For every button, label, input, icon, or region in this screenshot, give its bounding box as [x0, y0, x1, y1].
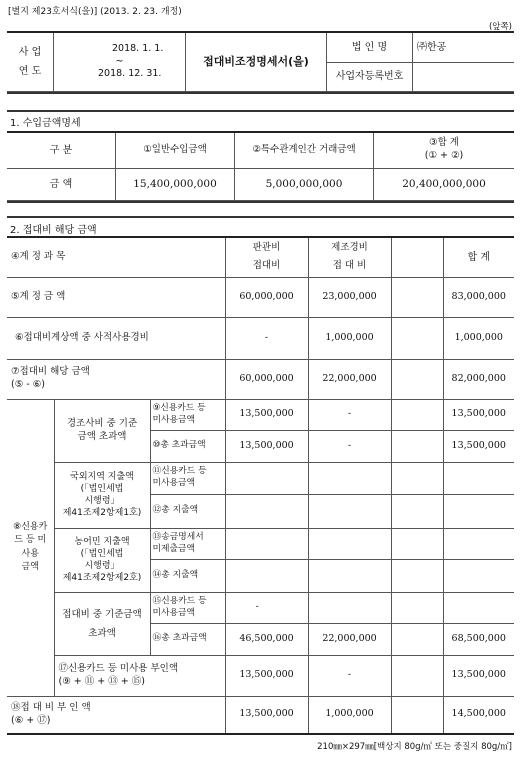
groupA-label: 경조사비 중 기준 금액 초과액	[54, 399, 150, 462]
row6-mfg: 1,000,000	[308, 317, 391, 359]
row18-blank	[391, 696, 443, 734]
row17-mfg: -	[308, 655, 391, 696]
row17-total: 13,500,000	[443, 655, 514, 696]
revenue-category-header: 구 분	[7, 132, 116, 168]
row5-total: 83,000,000	[443, 277, 514, 317]
row17-blank	[391, 655, 443, 696]
section1-heading: 1. 수입금액명세	[10, 118, 81, 129]
row17-admin: 13,500,000	[225, 655, 308, 696]
row18-total: 14,500,000	[443, 696, 514, 734]
row10-mfg: -	[308, 430, 391, 462]
row15-total	[443, 592, 514, 623]
form-side: (앞쪽)	[488, 22, 512, 32]
row13-total	[443, 528, 514, 559]
general-revenue-value: 15,400,000,000	[116, 168, 235, 201]
biz-reg-value	[413, 62, 515, 92]
row5-admin: 60,000,000	[225, 277, 308, 317]
row11-total	[443, 462, 514, 494]
period-start: 2018. 1. 1.	[112, 42, 164, 54]
row11-label: ⑪신용카드 등 미사용금액	[150, 462, 225, 494]
period-tilde: ~	[115, 55, 124, 67]
entertainment-table	[7, 236, 514, 735]
row10-label: ⑩총 초과금액	[150, 430, 225, 462]
row15-blank	[391, 592, 443, 623]
row6-label: ⑥접대비계상액 중 사적사용경비	[7, 317, 225, 359]
row12-blank	[391, 494, 443, 528]
row11-blank	[391, 462, 443, 494]
row9-label: ⑨신용카드 등 미사용금액	[150, 399, 225, 430]
row15-admin: -	[225, 592, 308, 623]
row11-admin	[225, 462, 308, 494]
header-table	[7, 31, 514, 92]
groupB-label: 국외지역 지출액 (「법인세법 시행령」 제41조제2항제1호)	[54, 462, 150, 528]
blank-header	[391, 237, 443, 277]
row5-label: ⑤계 정 금 액	[7, 277, 225, 317]
row7-blank	[391, 359, 443, 399]
section2-rule	[7, 216, 514, 218]
row5-mfg: 23,000,000	[308, 277, 391, 317]
related-revenue-value: 5,000,000,000	[235, 168, 374, 201]
groupD-label: 접대비 중 기준금액 초과액	[54, 592, 150, 655]
row15-mfg	[308, 592, 391, 623]
row16-admin: 46,500,000	[225, 623, 308, 655]
admin-header: 판관비 접대비	[225, 237, 308, 277]
revenue-amount-label: 금 액	[7, 168, 116, 201]
row10-admin: 13,500,000	[225, 430, 308, 462]
section1-rule	[7, 110, 514, 112]
row16-blank	[391, 623, 443, 655]
row13-mfg	[308, 528, 391, 559]
row14-mfg	[308, 559, 391, 592]
revenue-total-header: ③합 계 (① + ②)	[374, 132, 515, 168]
general-revenue-header: ①일반수입금액	[116, 132, 235, 168]
form-tag: [별지 제23호서식(을)] (2013. 2. 23. 개정)	[8, 7, 182, 17]
account-subject-header: ④계 정 과 목	[7, 237, 225, 277]
corp-name-label: 법 인 명	[327, 32, 413, 62]
biz-reg-label: 사업자등록번호	[327, 62, 413, 92]
related-revenue-header: ②특수관계인간 거래금액	[235, 132, 374, 168]
paper-spec-footer: 210㎜×297㎜[백상지 80g/㎡ 또는 중질지 80g/㎡]	[317, 742, 512, 752]
groupC-label: 농어민 지출액 (「법인세법 시행령」 제41조제2항제2호)	[54, 528, 150, 592]
section2-heading: 2. 접대비 해당 금액	[10, 225, 97, 236]
row11-mfg	[308, 462, 391, 494]
total-header: 합 계	[443, 237, 514, 277]
row6-total: 1,000,000	[443, 317, 514, 359]
section1-bottom-rule	[7, 201, 514, 203]
row12-total	[443, 494, 514, 528]
row10-total: 13,500,000	[443, 430, 514, 462]
row16-label: ⑯총 초과금액	[150, 623, 225, 655]
row14-label: ⑭총 지출액	[150, 559, 225, 592]
row12-label: ⑫총 지출액	[150, 494, 225, 528]
revenue-table	[7, 131, 514, 201]
row18-mfg: 1,000,000	[308, 696, 391, 734]
row15-label: ⑮신용카드 등 미사용금액	[150, 592, 225, 623]
row13-blank	[391, 528, 443, 559]
row16-total: 68,500,000	[443, 623, 514, 655]
row12-mfg	[308, 494, 391, 528]
row7-label: ⑦접대비 해당 금액 (⑤ - ⑥)	[7, 359, 225, 399]
row14-admin	[225, 559, 308, 592]
row7-mfg: 22,000,000	[308, 359, 391, 399]
row9-blank	[391, 399, 443, 430]
fiscal-period	[54, 32, 186, 92]
row6-admin: -	[225, 317, 308, 359]
fiscal-year-label: 사 업 연 도	[7, 32, 54, 92]
row12-admin	[225, 494, 308, 528]
row18-label: ⑱접 대 비 부 인 액 (⑥ + ⑰)	[7, 696, 225, 734]
revenue-total-value: 20,400,000,000	[374, 168, 515, 201]
row5-blank	[391, 277, 443, 317]
row13-admin	[225, 528, 308, 559]
row10-blank	[391, 430, 443, 462]
row13-label: ⑬송금명세서 미제출금액	[150, 528, 225, 559]
row18-admin: 13,500,000	[225, 696, 308, 734]
row7-admin: 60,000,000	[225, 359, 308, 399]
period-end: 2018. 12. 31.	[98, 68, 162, 80]
row9-total: 13,500,000	[443, 399, 514, 430]
header-bottom-rule	[7, 92, 514, 94]
form-title: 접대비조정명세서(을)	[186, 32, 327, 92]
row6-blank	[391, 317, 443, 359]
row14-blank	[391, 559, 443, 592]
group8-label: ⑧신용카 드 등 미 사용 금액	[7, 399, 54, 696]
row9-admin: 13,500,000	[225, 399, 308, 430]
row17-label: ⑰신용카드 등 미사용 부인액 (⑨ + ⑪ + ⑬ + ⑮)	[54, 655, 225, 696]
corp-name-value: ㈜한공	[413, 32, 515, 62]
row16-mfg: 22,000,000	[308, 623, 391, 655]
row7-total: 82,000,000	[443, 359, 514, 399]
row9-mfg: -	[308, 399, 391, 430]
mfg-header: 제조경비 접 대 비	[308, 237, 391, 277]
row14-total	[443, 559, 514, 592]
